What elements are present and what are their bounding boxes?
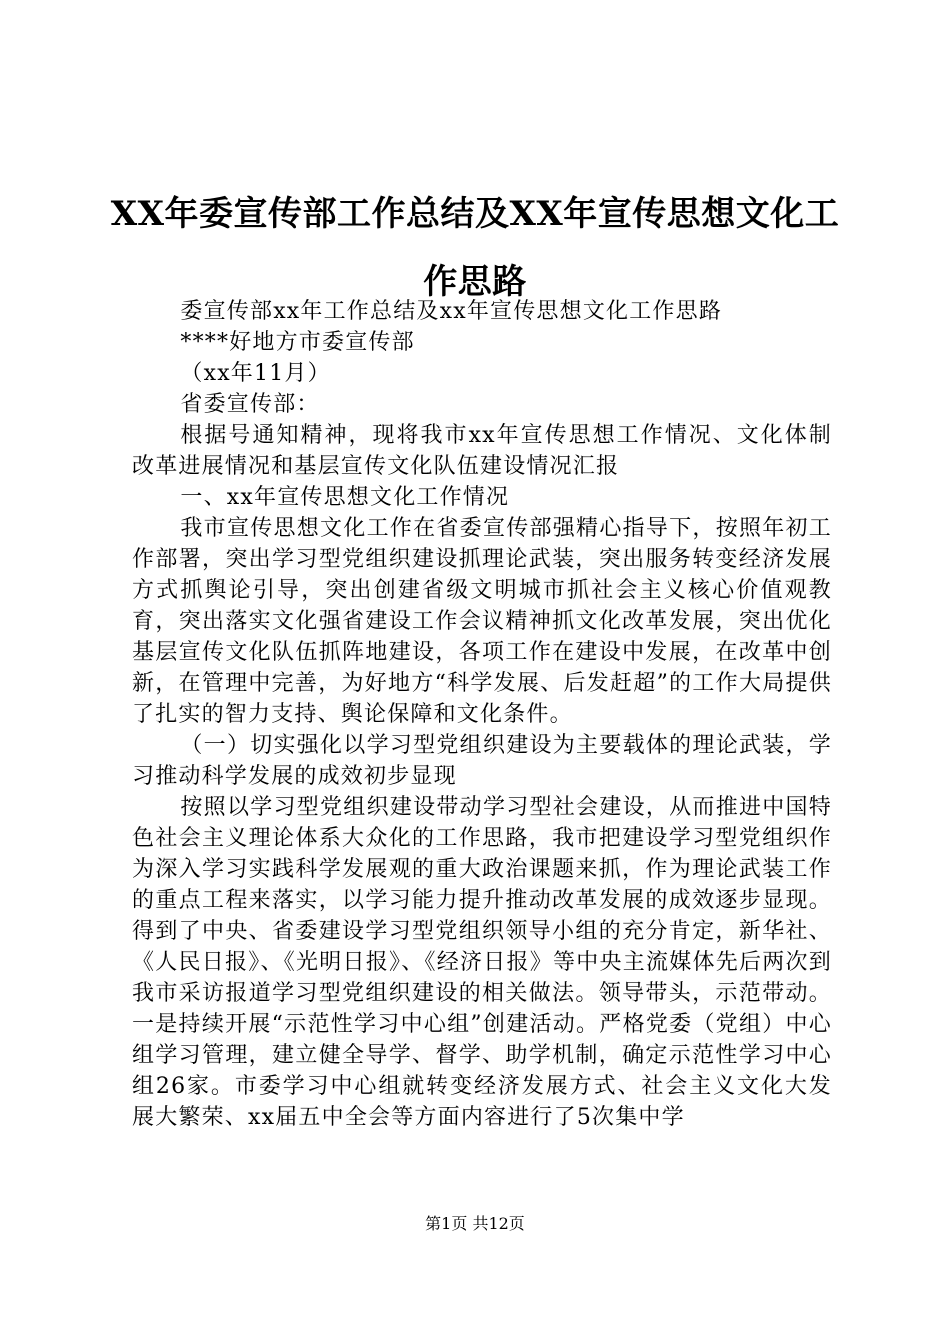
paragraph-recipient: 省委宣传部：	[180, 392, 320, 417]
paragraph-date: （xx年11月）	[180, 361, 331, 386]
paragraph-issuer: ****好地方市委宣传部	[180, 330, 415, 355]
page-number: 第1页 共12页	[425, 1214, 525, 1233]
paragraph-detail: 按照以学习型党组织建设带动学习型社会建设，从而推进中国特色社会主义理论体系大众化的工作思路，我市把建设学习型党组织作为深入学习实践科学发展观的重大政治课题来抓，作为理论武装工作的重点工程来落实，以学习能力提升推动改革发展的成效逐步显现。得到了中央、省委建设学习型党组织领导小组的充分肯定，新华社、《人民日报》、《光明日报》、《经济日报》等中央主流媒体先后两次到我市采访报道学习型党组织建设的相关做法。领导带头，示范带动。一是持续开展“示范性学习中心组”创建活动。严格党委（党组）中心组学习管理，建立健全导学、督学、助学机制，确定示范性学习中心组26家。市委学习中心组就转变经济发展方式、社会主义文化大发展大繁荣、xx届五中全会等方面内容进行了5次集中学	[132, 795, 832, 1130]
paragraph-subtitle: 委宣传部xx年工作总结及xx年宣传思想文化工作思路	[180, 299, 723, 324]
paragraph-intro: 根据号通知精神，现将我市xx年宣传思想工作情况、文化体制改革进展情况和基层宣传文化队伍建设情况汇报	[132, 423, 832, 479]
paragraph-overview: 我市宣传思想文化工作在省委宣传部强精心指导下，按照年初工作部署，突出学习型党组织建设抓理论武装，突出服务转变经济发展方式抓舆论引导，突出创建省级文明城市抓社会主义核心价值观教育，突出落实文化强省建设工作会议精神抓文化改革发展，突出优化基层宣传文化队伍抓阵地建设，各项工作在建设中发展，在改革中创新，在管理中完善，为好地方“科学发展、后发赶超”的工作大局提供了扎实的智力支持、舆论保障和文化条件。	[132, 516, 832, 727]
document-title: XX年委宣传部工作总结及XX年宣传思想文化工作思路	[110, 194, 840, 302]
document-body	[132, 296, 832, 1133]
section-heading-1: 一、xx年宣传思想文化工作情况	[180, 485, 510, 510]
subsection-heading-1: （一）切实强化以学习型党组织建设为主要载体的理论武装，学习推动科学发展的成效初步显现	[132, 733, 832, 789]
